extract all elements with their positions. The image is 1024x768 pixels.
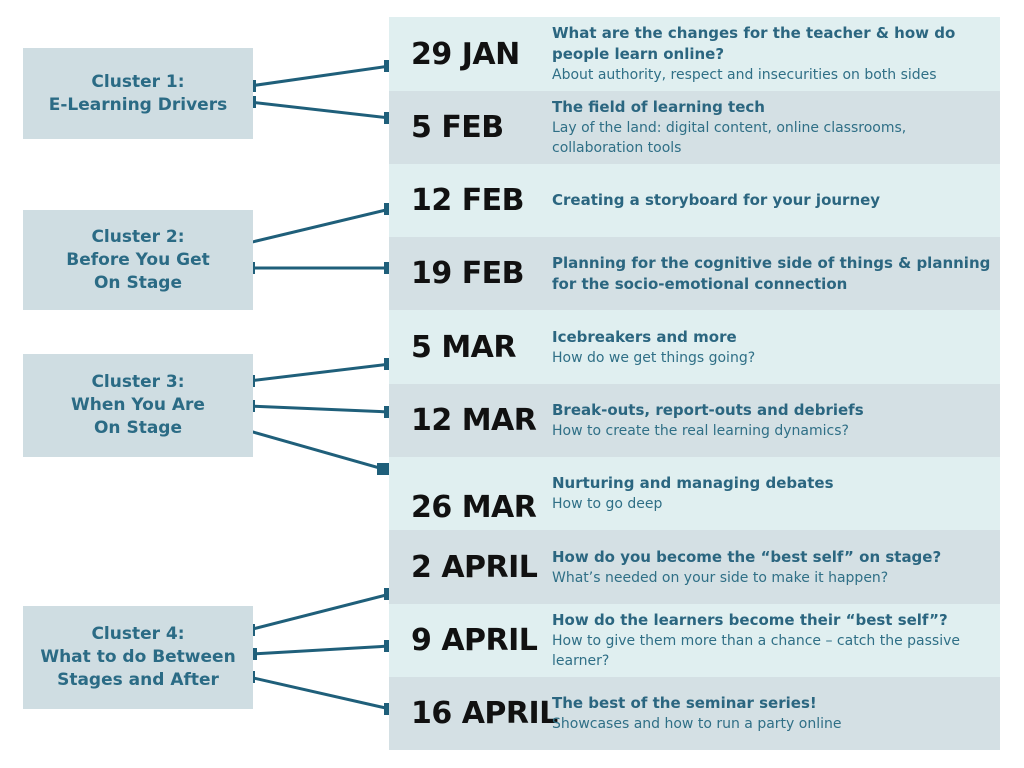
connector-line: [249, 677, 390, 709]
session-row-6: [389, 384, 1000, 457]
session-date: 2 APRIL: [411, 549, 538, 585]
session-subtitle: How do we get things going?: [552, 349, 756, 366]
connector-line: [249, 594, 390, 630]
session-title: The best of the seminar series!: [552, 694, 817, 712]
session-subtitle: How to give them more than a chance – catch the passive learner?: [552, 633, 960, 669]
session-subtitle: Showcases and how to run a party online: [552, 716, 842, 732]
session-subtitle: Lay of the land: digital content, online classrooms, collaboration tools: [552, 120, 907, 156]
session-subtitle: About authority, respect and insecurities on both sides: [552, 67, 937, 83]
cluster-box-2: [23, 210, 253, 310]
session-date: 9 APRIL: [411, 623, 538, 658]
session-title: Nurturing and managing debates: [552, 474, 834, 492]
session-date: 26 MAR: [411, 490, 537, 525]
session-title: How do you become the “best self” on stage?: [552, 547, 942, 566]
cluster-3-name-line-1: When You Are: [71, 395, 205, 415]
cluster-box-4: [23, 606, 253, 709]
connector-line: [250, 102, 390, 118]
session-row-1: [389, 17, 1000, 91]
session-title: Break-outs, report-outs and debriefs: [552, 401, 864, 419]
session-row-4: [389, 237, 1000, 310]
cluster-4-name-line-2: Stages and After: [57, 670, 219, 690]
session-row-7: [389, 457, 1000, 530]
connector-line: [250, 66, 390, 86]
session-row-9: [389, 604, 1000, 677]
session-title: Planning for the cognitive side of things & planning for the socio-emotional connection: [552, 253, 991, 293]
cluster-2-name-line-1: Before You Get: [66, 249, 210, 270]
session-row-10: [389, 677, 1000, 750]
session-title: The field of learning tech: [552, 98, 765, 116]
connector-line: [251, 646, 390, 654]
connector-line: [246, 430, 383, 469]
session-date: 5 MAR: [411, 329, 516, 365]
cluster-2-label: Cluster 2:: [91, 226, 185, 247]
session-subtitle: How to go deep: [552, 496, 663, 512]
session-date: 19 FEB: [411, 256, 525, 291]
session-row-8: [389, 530, 1000, 604]
session-row-3: [389, 164, 1000, 237]
cluster-4-name-line-1: What to do Between: [40, 647, 236, 667]
connector-line: [249, 406, 390, 412]
cluster-1-label: Cluster 1:: [91, 71, 185, 92]
session-title: Icebreakers and more: [552, 327, 737, 346]
session-subtitle: How to create the real learning dynamics?: [552, 423, 849, 439]
session-subtitle: What’s needed on your side to make it happen?: [552, 569, 889, 586]
cluster-box-1: [23, 48, 253, 139]
session-row-2: [389, 91, 1000, 164]
session-date: 12 MAR: [411, 403, 537, 438]
cluster-3-name-line-2: On Stage: [93, 418, 182, 438]
session-title: What are the changes for the teacher & how do people learn online?: [552, 24, 956, 63]
cluster-box-3: [23, 354, 253, 457]
cluster-1-name: E-Learning Drivers: [48, 94, 228, 115]
session-title: Creating a storyboard for your journey: [552, 191, 881, 209]
session-date: 29 JAN: [411, 36, 520, 72]
connector-line: [249, 364, 390, 381]
cluster-2-name-line-2: On Stage: [93, 272, 182, 293]
session-title: How do the learners become their “best self”?: [552, 611, 948, 629]
session-date: 16 APRIL: [411, 696, 558, 731]
cluster-3-label: Cluster 3:: [91, 372, 185, 392]
connector-end-square: [377, 463, 389, 475]
session-date: 12 FEB: [411, 183, 525, 218]
session-row-5: [389, 310, 1000, 384]
connector-line: [244, 209, 390, 244]
session-date: 5 FEB: [411, 110, 504, 145]
cluster-4-label: Cluster 4:: [91, 624, 185, 644]
